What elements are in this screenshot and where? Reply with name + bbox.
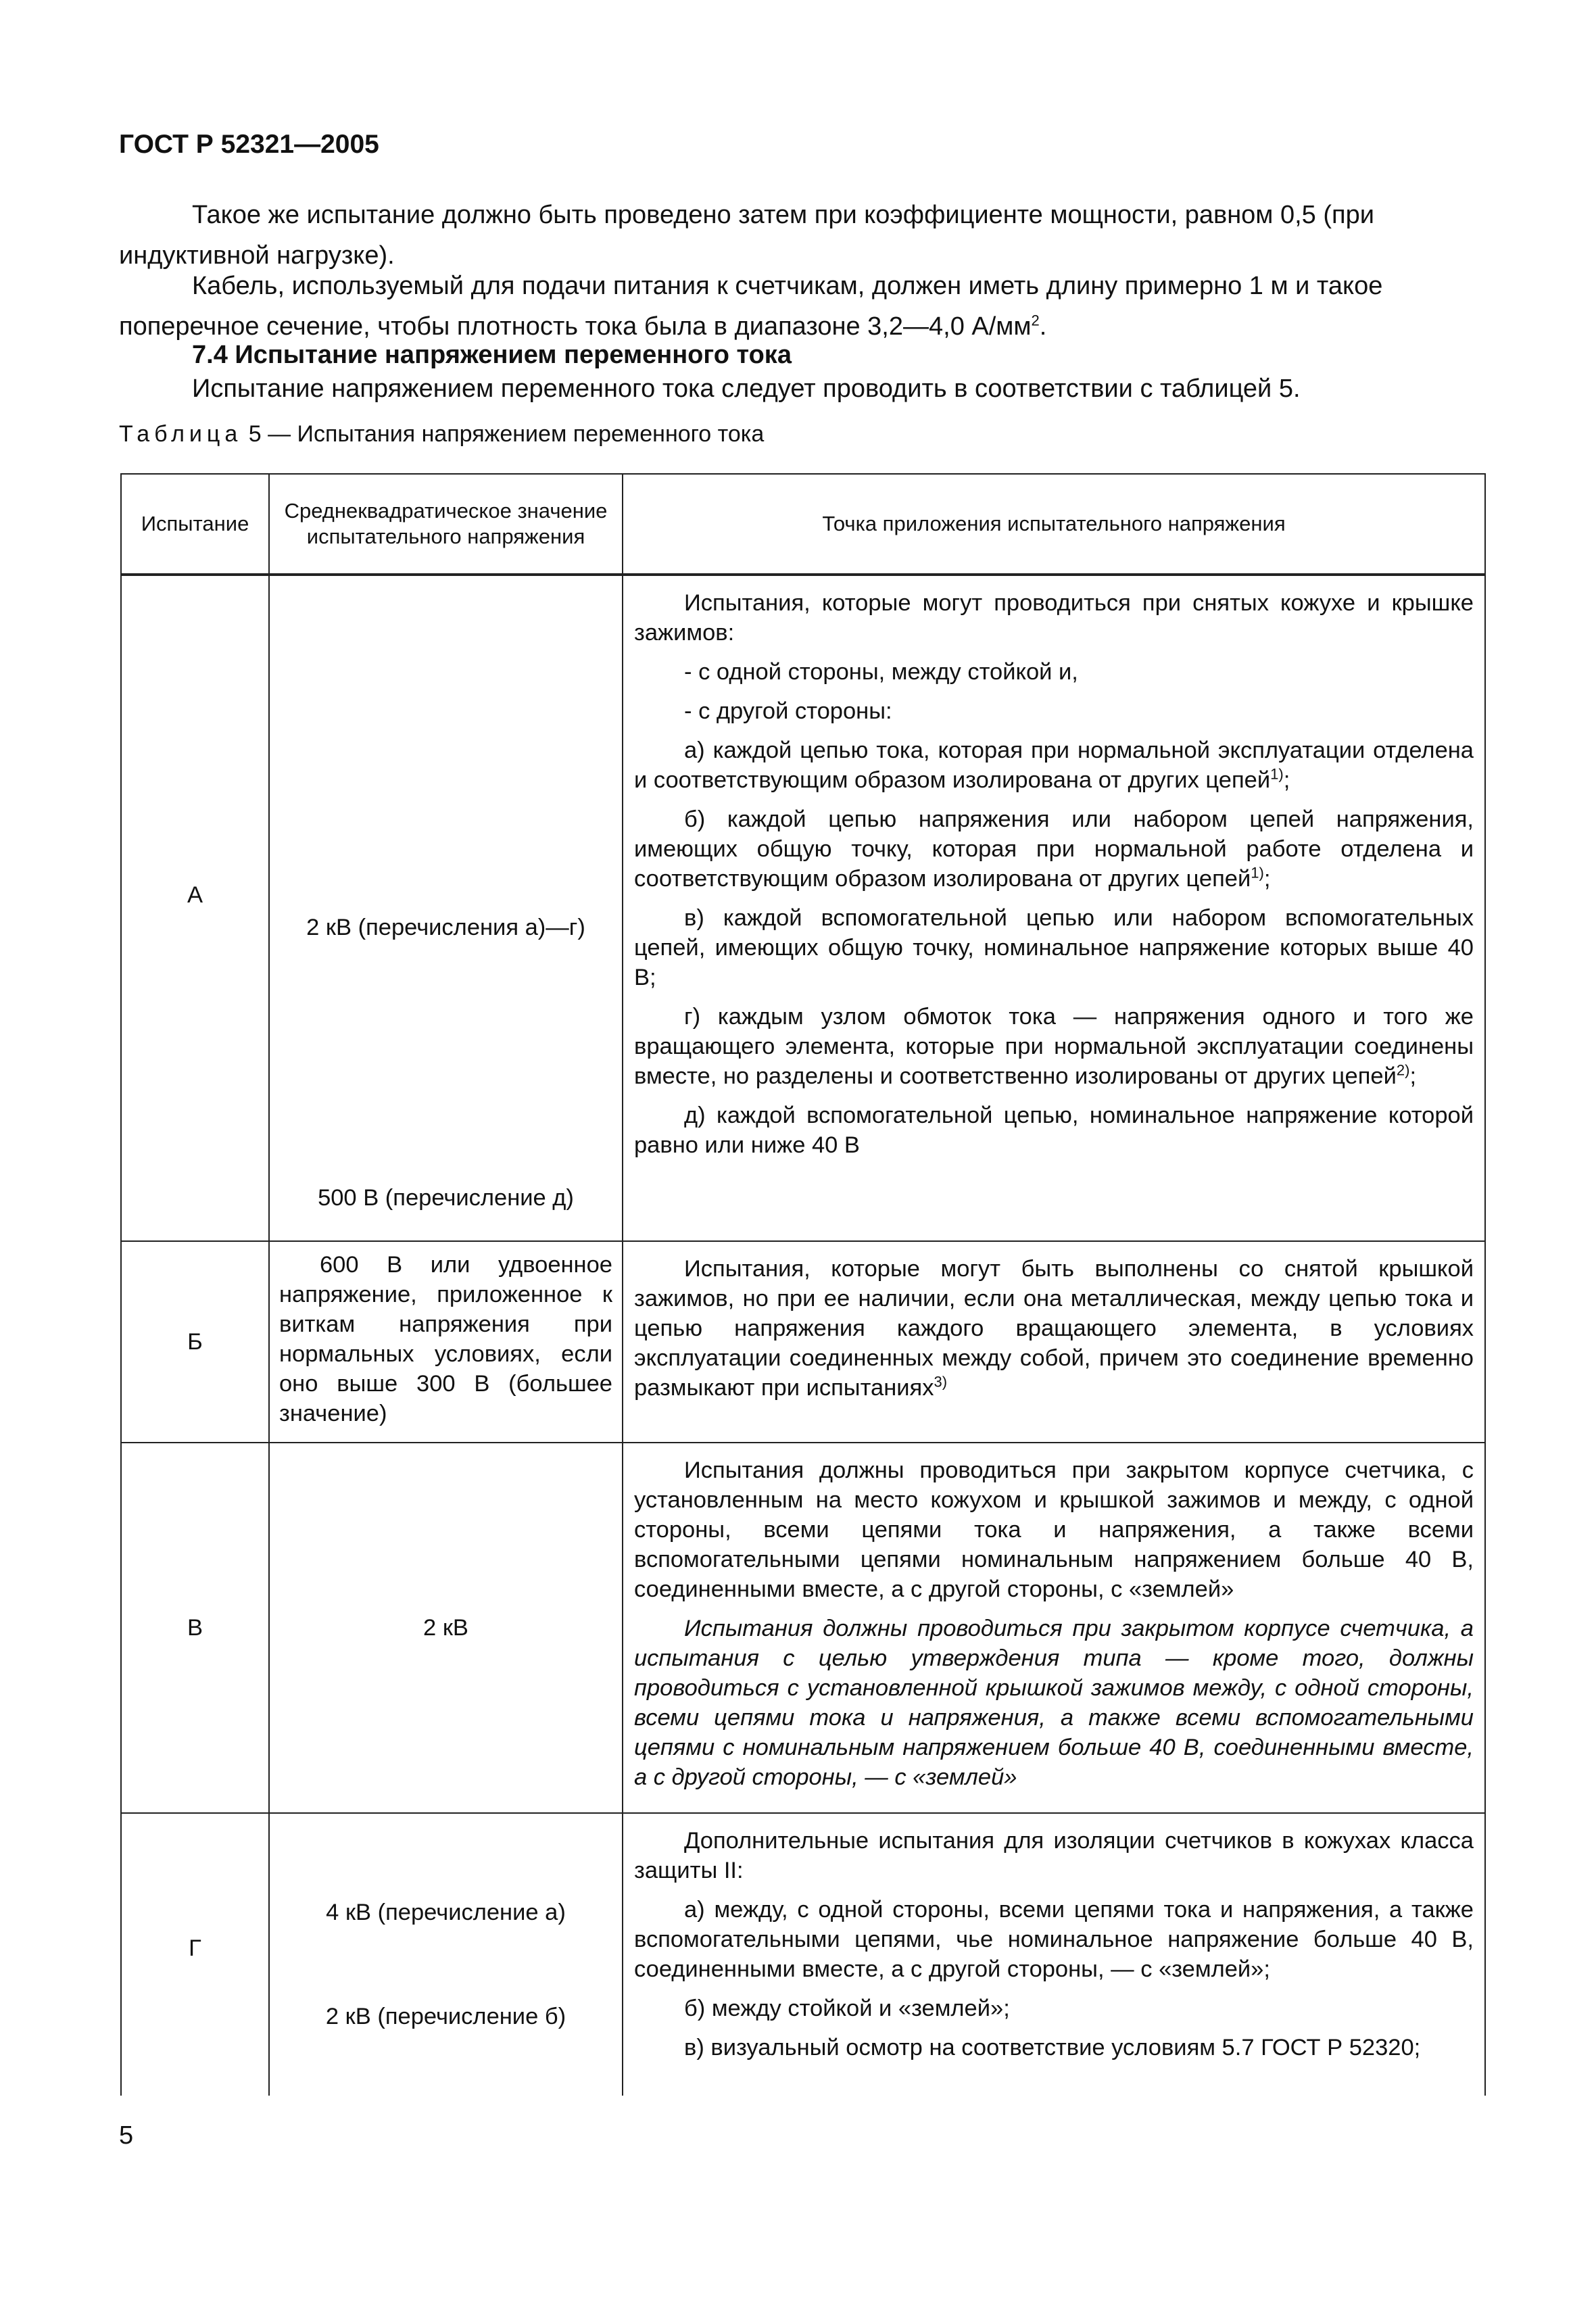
row-a-p1: Испытания, которые могут проводиться при снятых кожухе и крышке зажимов: xyxy=(634,590,1474,646)
row-g-pb: б) между стойкой и «землей»; xyxy=(684,1996,1010,2021)
table-caption xyxy=(119,421,764,448)
header-test: Испытание xyxy=(121,474,269,575)
row-b-p1: Испытания, которые могут быть выполнены со снятой крышкой зажимов, но при ее наличии, если она металлическая, между цепью тока и цепью напряжения каждого вращающего элемента, в условиях эксплуатации соединенных между собой, причем это соединение временно размыкают при испытаниях$^{3)}$ xyxy=(634,1256,1474,1401)
row-g-voltage-1: 4 кВ (перечисление а) xyxy=(326,1900,566,1925)
page-number: 5 xyxy=(119,2121,134,2150)
row-g-voltage xyxy=(269,1813,623,2096)
table-caption-text: 5 — Испытания напряжением переменного тока xyxy=(242,421,765,447)
section-title: 7.4 Испытание напряжением переменного тока xyxy=(192,341,792,369)
row-g-pv: в) визуальный осмотр на соответствие условиям 5.7 ГОСТ Р 52320; xyxy=(684,2035,1421,2060)
table-row-b xyxy=(121,1241,1485,1443)
table-header-row xyxy=(121,474,1485,575)
header-application-point: Точка приложения испытательного напряжения xyxy=(623,474,1485,575)
intro-paragraph-2: Кабель, используемый для подачи питания к счетчикам, должен иметь длину примерно 1 м и такое поперечное сечение, чтобы плотность тока была в диапазоне 3,2—4,0 $А/мм^2$. xyxy=(119,272,1383,341)
table-row-g xyxy=(121,1813,1485,2096)
row-a-pg: г) каждым узлом обмоток тока — напряжения одного и того же вращающего элемента, которые при нормальной эксплуатации соединены вместе, но разделены и соответственно изолированы от других цепей$^{2)}$; xyxy=(634,1004,1474,1089)
row-v-p2: Испытания должны проводиться при закрытом корпусе счетчика, а испытания с целью утверждения типа — кроме того, должны проводиться с установленной крышкой зажимов между, с одной стороны, всеми цепями тока и напряжения, а также всеми вспомогательными цепями с номинальным напряжением больше 40 В, соединенными вместе, а с другой стороны, — с «землей» xyxy=(634,1616,1474,1790)
row-b-test: Б xyxy=(121,1241,269,1443)
row-a-test: А xyxy=(121,575,269,1241)
document-code: ГОСТ Р 52321—2005 xyxy=(119,130,379,159)
row-v-p1: Испытания должны проводиться при закрытом корпусе счетчика, с установленным на место кожухом и крышкой зажимов и между, с одной стороны, всеми цепями тока и напряжения, а также всеми вспомогательными цепями номинальным напряжением больше 40 В, соединенными вместе, а с другой стороны, с «землей» xyxy=(634,1457,1474,1602)
header-voltage: Среднеквадратическое значение испытательного напряжения xyxy=(269,474,623,575)
row-a-points xyxy=(623,575,1485,1241)
row-a-voltage xyxy=(269,575,623,1241)
row-v-test: В xyxy=(121,1443,269,1813)
row-g-points xyxy=(623,1813,1485,2096)
row-b-voltage-text: 600 В или удвоенное напряжение, приложенное к виткам напряжения при нормальных условиях, если оно выше 300 В (большее значение) xyxy=(279,1252,612,1426)
row-g-test: Г xyxy=(121,1813,269,2096)
table-5 xyxy=(120,473,1486,2096)
table-row-v xyxy=(121,1443,1485,1813)
row-a-pa: а) каждой цепью тока, которая при нормальной эксплуатации отделена и соответствующим образом изолирована от других цепей$^{1)}$; xyxy=(634,738,1474,793)
row-a-voltage-1: 2 кВ (перечисления а)—г) xyxy=(306,915,585,940)
table-row-a xyxy=(121,575,1485,1241)
intro-paragraph-3: Испытание напряжением переменного тока следует проводить в соответствии с таблицей 5. xyxy=(192,375,1301,403)
row-a-pv: в) каждой вспомогательной цепью или набором вспомогательных цепей, имеющих общую точку, номинальное напряжение которых выше 40 В; xyxy=(634,905,1474,990)
row-a-voltage-2: 500 В (перечисление д) xyxy=(318,1185,574,1211)
row-g-pa: а) между, с одной стороны, всеми цепями тока и напряжения, а также вспомогательными цепями, чье номинальное напряжение больше 40 В, соединенными вместе, а с другой стороны, — с «землей»; xyxy=(634,1897,1474,1982)
row-a-p3: - с другой стороны: xyxy=(684,698,892,724)
table-caption-label: Таблица xyxy=(119,421,243,447)
row-b-voltage xyxy=(269,1241,623,1443)
row-a-p2: - с одной стороны, между стойкой и, xyxy=(684,659,1078,685)
row-v-voltage: 2 кВ xyxy=(269,1443,623,1813)
intro-paragraph-1: Такое же испытание должно быть проведено затем при коэффициенте мощности, равном 0,5 (при индуктивной нагрузке). xyxy=(119,201,1374,270)
row-g-voltage-2: 2 кВ (перечисление б) xyxy=(325,2004,566,2029)
row-a-pb: б) каждой цепью напряжения или набором цепей напряжения, имеющих общую точку, которая при нормальной работе отделена и соответствующим образом изолирована от других цепей$^{1)}$; xyxy=(634,806,1474,892)
row-v-points xyxy=(623,1443,1485,1813)
row-a-pd: д) каждой вспомогательной цепью, номинальное напряжение которой равно или ниже 40 В xyxy=(634,1103,1474,1158)
row-b-points xyxy=(623,1241,1485,1443)
row-g-p1: Дополнительные испытания для изоляции счетчиков в кожухах класса защиты II: xyxy=(634,1828,1474,1883)
